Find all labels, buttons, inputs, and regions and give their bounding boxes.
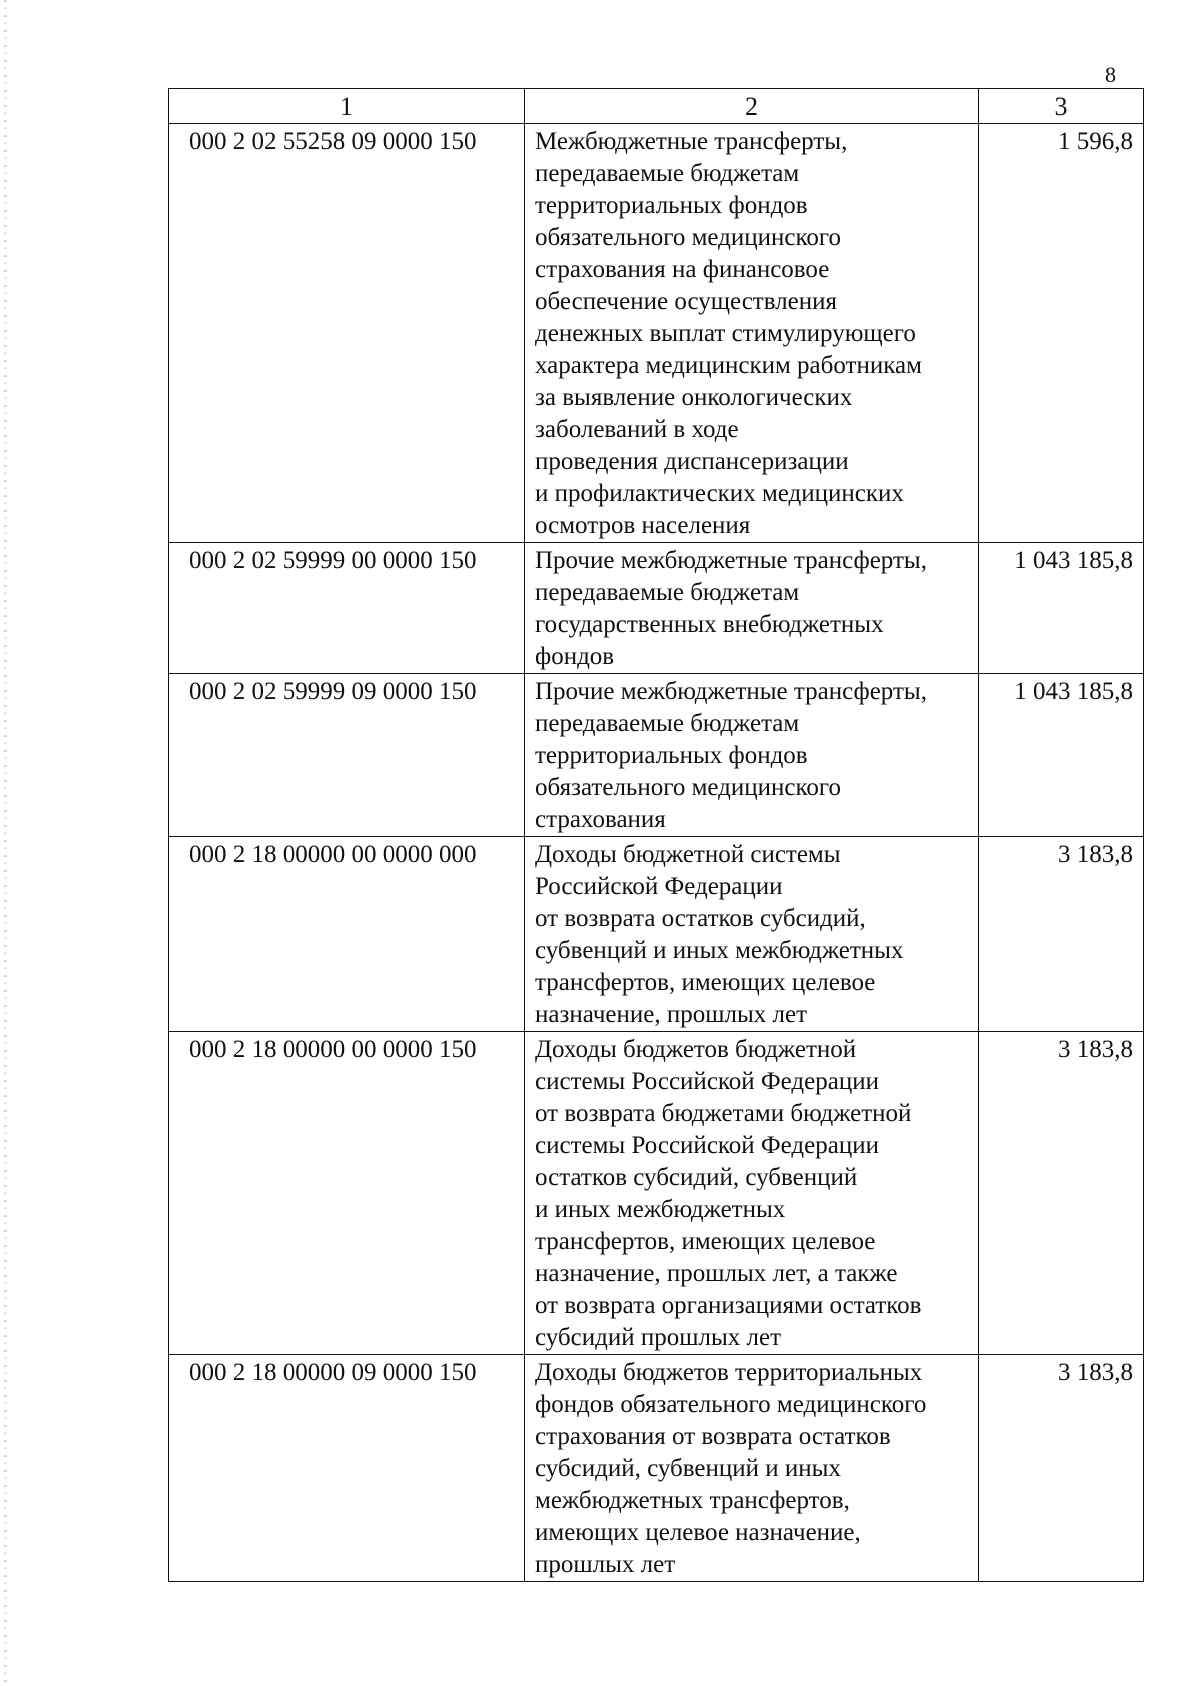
budget-revenue-table bbox=[168, 88, 1144, 1582]
row-name-line: Прочие межбюджетные трансферты, bbox=[535, 678, 927, 705]
row-name-line: фондов bbox=[535, 643, 615, 670]
row-name-line: имеющих целевое назначение, bbox=[535, 1519, 861, 1546]
row-name-line: осмотров населения bbox=[535, 512, 751, 539]
row-amount-cell: 1 043 185,8 bbox=[979, 674, 1144, 837]
table-row bbox=[169, 674, 1144, 837]
row-name-line: денежных выплат стимулирующего bbox=[535, 320, 916, 347]
row-name-line: обеспечение осуществления bbox=[535, 288, 838, 315]
row-name-line: системы Российской Федерации bbox=[535, 1068, 879, 1095]
row-name-line: Доходы бюджетов территориальных bbox=[535, 1359, 923, 1386]
row-name-line: обязательного медицинского bbox=[535, 224, 842, 251]
column-header-3: 3 bbox=[979, 89, 1144, 124]
row-name-line: и иных межбюджетных bbox=[535, 1196, 786, 1223]
row-name-line: передаваемые бюджетам bbox=[535, 579, 800, 606]
row-amount-cell: 3 183,8 bbox=[979, 1032, 1144, 1355]
row-code-cell: 000 2 18 00000 00 0000 150 bbox=[169, 1032, 525, 1355]
row-name-cell bbox=[525, 674, 979, 837]
scan-edge-artifact bbox=[4, 0, 7, 1686]
table-body bbox=[169, 124, 1144, 1582]
row-name-line: территориальных фондов bbox=[535, 192, 808, 219]
row-name-line: Доходы бюджетной системы bbox=[535, 841, 841, 868]
row-name-line: страхования на финансовое bbox=[535, 256, 830, 283]
row-name-line: Российской Федерации bbox=[535, 873, 783, 900]
row-name-line: трансфертов, имеющих целевое bbox=[535, 969, 876, 996]
row-code-cell: 000 2 02 59999 00 0000 150 bbox=[169, 543, 525, 674]
row-name-line: назначение, прошлых лет bbox=[535, 1001, 807, 1028]
row-amount-cell: 3 183,8 bbox=[979, 837, 1144, 1032]
row-name-line: системы Российской Федерации bbox=[535, 1132, 879, 1159]
row-name-line: Доходы бюджетов бюджетной bbox=[535, 1036, 857, 1063]
row-name-line: Прочие межбюджетные трансферты, bbox=[535, 547, 927, 574]
table-row bbox=[169, 1032, 1144, 1355]
row-name-line: прошлых лет bbox=[535, 1551, 676, 1578]
column-header-1: 1 bbox=[169, 89, 525, 124]
row-name-line: территориальных фондов bbox=[535, 742, 808, 769]
row-name-line: межбюджетных трансфертов, bbox=[535, 1487, 850, 1514]
row-name-line: трансфертов, имеющих целевое bbox=[535, 1228, 876, 1255]
table-row bbox=[169, 124, 1144, 543]
row-code-cell: 000 2 02 55258 09 0000 150 bbox=[169, 124, 525, 543]
row-name-cell bbox=[525, 1032, 979, 1355]
row-name-line: назначение, прошлых лет, а также bbox=[535, 1260, 898, 1287]
row-name-line: передаваемые бюджетам bbox=[535, 710, 800, 737]
row-amount-cell: 1 043 185,8 bbox=[979, 543, 1144, 674]
row-amount-cell: 1 596,8 bbox=[979, 124, 1144, 543]
row-name-cell bbox=[525, 837, 979, 1032]
row-code-cell: 000 2 02 59999 09 0000 150 bbox=[169, 674, 525, 837]
row-name-line: остатков субсидий, субвенций bbox=[535, 1164, 858, 1191]
row-name-line: проведения диспансеризации bbox=[535, 448, 849, 475]
row-name-line: Межбюджетные трансферты, bbox=[535, 128, 848, 155]
table-row bbox=[169, 1355, 1144, 1582]
table-row bbox=[169, 543, 1144, 674]
row-name-line: страхования от возврата остатков bbox=[535, 1423, 891, 1450]
row-name-cell bbox=[525, 543, 979, 674]
row-name-line: государственных внебюджетных bbox=[535, 611, 884, 638]
row-name-line: от возврата остатков субсидий, bbox=[535, 905, 866, 932]
row-name-line: фондов обязательного медицинского bbox=[535, 1391, 927, 1418]
row-name-line: передаваемые бюджетам bbox=[535, 160, 800, 187]
row-name-line: субсидий прошлых лет bbox=[535, 1324, 782, 1351]
row-name-line: субсидий, субвенций и иных bbox=[535, 1455, 841, 1482]
row-name-line: характера медицинским работникам bbox=[535, 352, 922, 379]
row-name-cell bbox=[525, 124, 979, 543]
table-header-row bbox=[169, 89, 1144, 124]
row-name-line: субвенций и иных межбюджетных bbox=[535, 937, 904, 964]
row-name-line: обязательного медицинского bbox=[535, 774, 842, 801]
column-header-2: 2 bbox=[525, 89, 979, 124]
row-name-line: от возврата организациями остатков bbox=[535, 1292, 922, 1319]
row-code-cell: 000 2 18 00000 09 0000 150 bbox=[169, 1355, 525, 1582]
row-name-line: страхования bbox=[535, 806, 666, 833]
page-number: 8 bbox=[1105, 62, 1116, 87]
row-code-cell: 000 2 18 00000 00 0000 000 bbox=[169, 837, 525, 1032]
row-name-cell bbox=[525, 1355, 979, 1582]
table-row bbox=[169, 837, 1144, 1032]
row-name-line: и профилактических медицинских bbox=[535, 480, 904, 507]
row-amount-cell: 3 183,8 bbox=[979, 1355, 1144, 1582]
row-name-line: от возврата бюджетами бюджетной bbox=[535, 1100, 912, 1127]
row-name-line: за выявление онкологических bbox=[535, 384, 853, 411]
row-name-line: заболеваний в ходе bbox=[535, 416, 739, 443]
